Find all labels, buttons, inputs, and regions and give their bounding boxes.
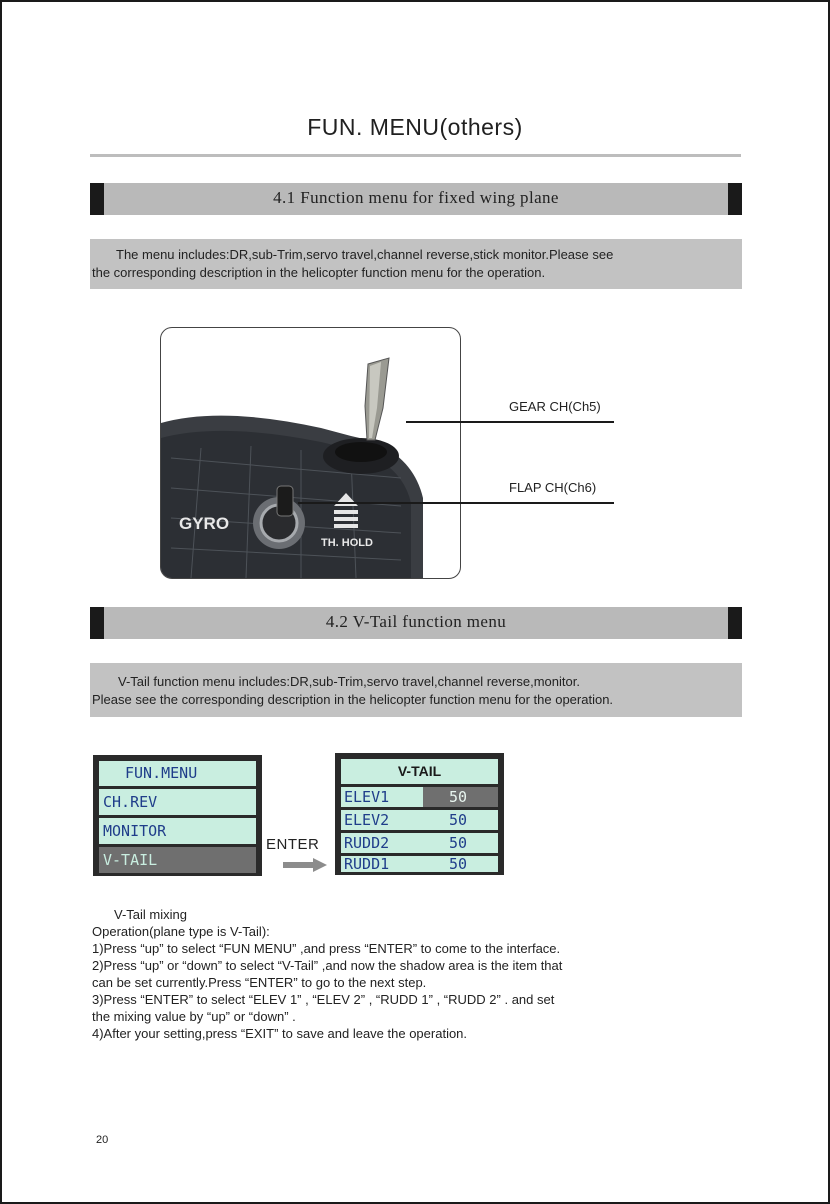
instruction-line: 1)Press “up” to select “FUN MENU” ,and press “ENTER” to come to the interface. [92,941,561,956]
lcd-row-rudd1 [341,856,498,872]
lcd-menu-item-monitor: MONITOR [99,818,256,844]
section-heading-label: 4.1 Function menu for fixed wing plane [273,188,559,207]
info-line-2: the corresponding description in the helicopter function menu for the operation. [92,265,546,280]
transmitter-switch-photo [160,327,461,579]
lcd-v-tail-screen [335,753,504,875]
instruction-line: can be set currently.Press “ENTER” to go to the next step. [92,975,427,990]
enter-label: ENTER [266,836,320,853]
gyro-panel-label: GYRO [179,514,230,533]
lcd-cell-name: RUDD1 [341,856,423,872]
section-heading-right-cap [728,183,742,215]
lcd-fun-menu-screen [93,755,262,876]
lcd-row-rudd2 [341,833,498,853]
lcd-row-elev2 [341,810,498,830]
instructions-heading: V-Tail mixing [114,907,187,922]
flap-callout-label: FLAP CH(Ch6) [509,480,597,495]
info-line-1: The menu includes:DR,sub-Trim,servo travel,channel reverse,stick monitor.Please see [116,247,614,262]
instruction-line: the mixing value by “up” or “down” . [92,1009,296,1024]
instruction-line: 4)After your setting,press “EXIT” to save and leave the operation. [92,1026,468,1041]
lcd-cell-value: 50 [423,787,498,807]
gear-callout-label: GEAR CH(Ch5) [509,399,601,414]
gear-callout-line [406,421,614,423]
lcd-menu-item-ch-rev: CH.REV [99,789,256,815]
lcd-cell-name: ELEV2 [341,810,423,830]
section-4-1-info [90,239,742,289]
instruction-line: Operation(plane type is V-Tail): [92,924,270,939]
section-heading-4-2 [90,607,742,639]
info-line-2: Please see the corresponding description in the helicopter function menu for the operation. [92,692,614,707]
lcd-menu-item-v-tail: V-TAIL [99,847,256,873]
lcd-row-elev1 [341,787,498,807]
info-line-1: V-Tail function menu includes:DR,sub-Trim,servo travel,channel reverse,monitor. [118,674,580,689]
v-tail-instructions [92,906,742,1042]
page-number: 20 [96,1134,109,1146]
section-heading-label: 4.2 V-Tail function menu [325,612,507,631]
lcd-cell-name: ELEV1 [341,787,423,807]
flap-callout-line [298,502,614,504]
lcd-cell-value: 50 [423,856,498,872]
switch-photo-illustration [161,328,460,578]
lcd-menu-title: FUN.MENU [99,761,256,786]
section-heading-right-cap [728,607,742,639]
right-arrow-icon [283,858,327,872]
lcd-cell-name: RUDD2 [341,833,423,853]
lcd-cell-value: 50 [423,833,498,853]
title-divider [90,154,741,157]
section-4-2-info [90,663,742,717]
thhold-panel-label: TH. HOLD [321,537,373,549]
lcd-cell-value: 50 [423,810,498,830]
instruction-line: 2)Press “up” or “down” to select “V-Tail” ,and now the shadow area is the item that [92,958,563,973]
lcd-v-tail-title: V-TAIL [341,759,498,784]
instruction-line: 3)Press “ENTER” to select “ELEV 1” , “ELEV 2” , “RUDD 1” , “RUDD 2” . and set [92,992,555,1007]
section-heading-4-1 [90,183,742,215]
page-title: FUN. MENU(others) [307,114,523,140]
